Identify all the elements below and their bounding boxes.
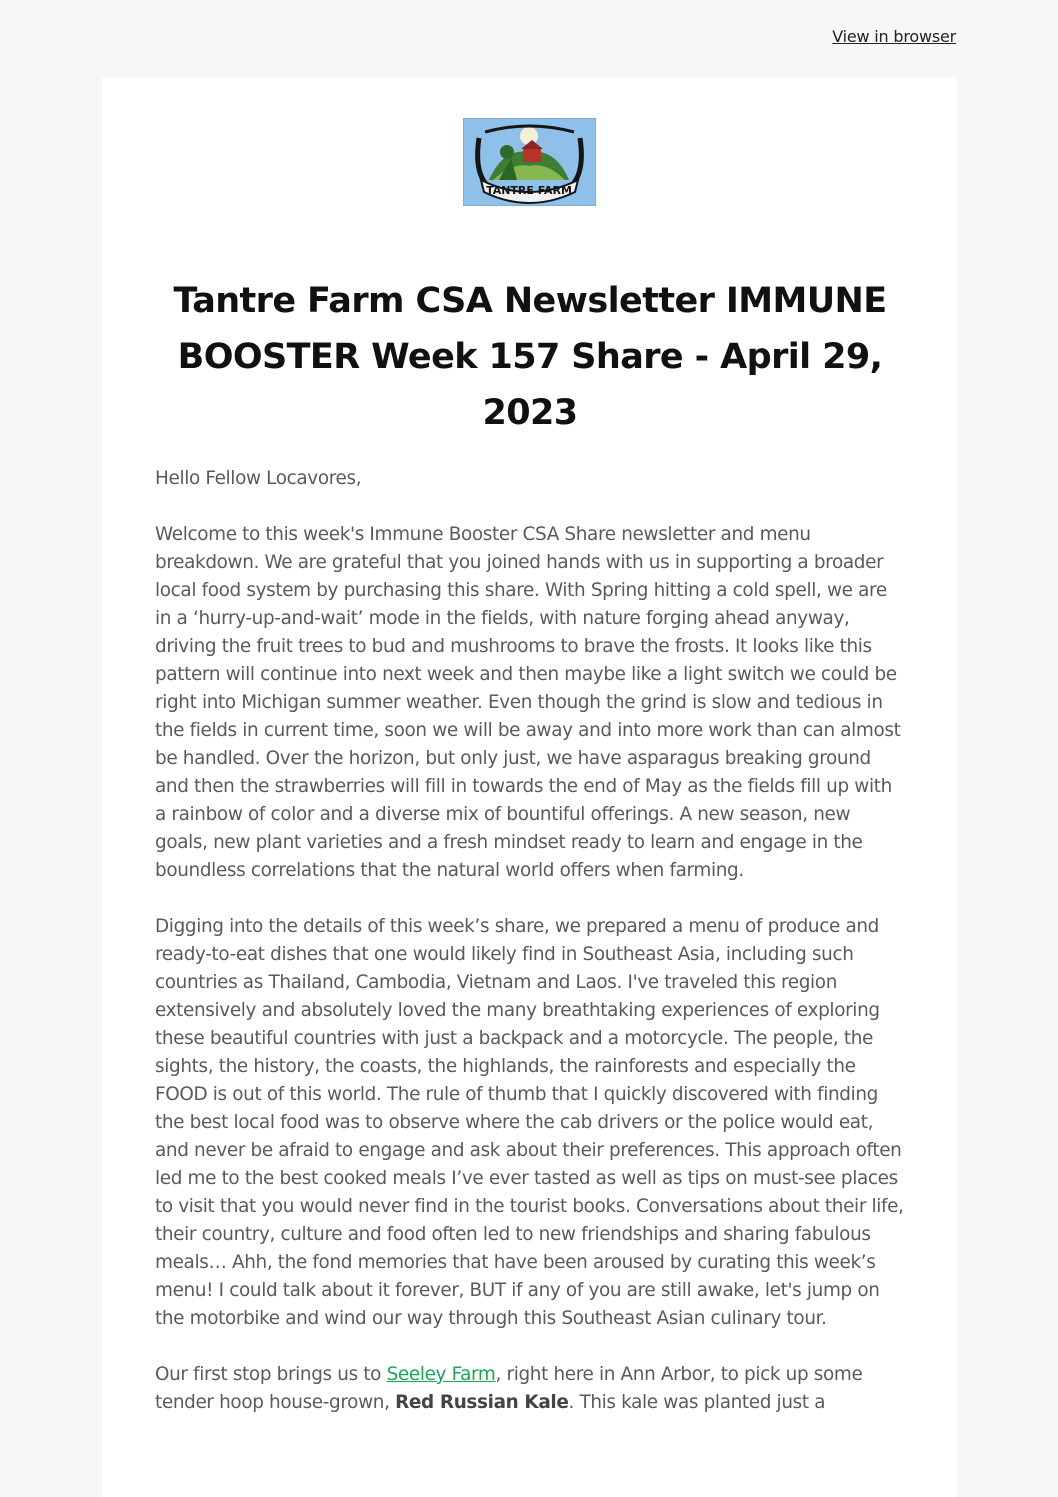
red-russian-kale: Red Russian Kale bbox=[395, 1392, 569, 1413]
tantre-farm-logo bbox=[463, 118, 596, 206]
view-in-browser-link[interactable]: View in browser bbox=[832, 27, 956, 46]
paragraph-intro: Welcome to this week's Immune Booster CSA Share newsletter and menu breakdown. We are grateful that you joined hands with us in supporting a broader local food system by purchasing this share. With Spring hitting a cold spell, we are in a ‘hurry-up-and-wait’ mode in the fields, with nature forging ahead anyway, driving the fruit trees to bud and mushrooms to brave the frosts. It looks like this pattern will continue into next week and then maybe like a light switch we could be right into Michigan summer weather. Even though the grind is slow and tedious in the fields in current time, soon we will be away and into more work than can almost be handled. Over the horizon, but only just, we have asparagus breaking ground and then the strawberries will fill in towards the end of May as the fields fill up with a rainbow of color and a diverse mix of bountiful offerings. A new season, new goals, new plant varieties and a fresh mindset ready to learn and engage in the boundless correlations that the natural world offers when farming. bbox=[155, 524, 901, 881]
newsletter-title: Tantre Farm CSA Newsletter IMMUNE BOOSTER Week 157 Share - April 29, 2023 bbox=[173, 281, 887, 433]
newsletter-card bbox=[102, 77, 957, 1497]
top-bar bbox=[0, 0, 1058, 77]
paragraph-first-stop bbox=[155, 1361, 907, 1417]
paragraph-menu: Digging into the details of this week’s share, we prepared a menu of produce and ready-to-eat dishes that one would likely find in Southeast Asia, including such countries as Thailand, Cambodia, Vietnam and Laos. I've traveled this region extensively and absolutely loved the many breathtaking experiences of exploring these beautiful countries with just a backpack and a motorcycle. The people, the sights, the history, the coasts, the highlands, the rainforests and especially the FOOD is out of this world. The rule of thumb that I quickly discovered with finding the best local food was to observe where the cab drivers or the police would eat, and never be afraid to engage and ask about their preferences. This approach often led me to the best cooked meals I’ve ever tasted as well as tips on must-see places to visit that you would never find in the tourist books. Conversations about their life, their country, culture and food often led to new friendships and sharing fabulous meals… Ahh, the fond memories that have been aroused by curating this week’s menu! I could talk about it forever, BUT if any of you are still awake, let's jump on the motorbike and wind our way through this Southeast Asian culinary tour. bbox=[155, 916, 904, 1329]
logo-text: TANTRE FARM bbox=[486, 184, 572, 197]
text-before-link: Our first stop brings us to bbox=[155, 1364, 387, 1385]
text-after-link: , right here in Ann Arbor, to pick up some tender hoop house-grown, bbox=[155, 1364, 863, 1413]
newsletter-body bbox=[155, 465, 907, 1445]
greeting: Hello Fellow Locavores, bbox=[155, 468, 362, 489]
text-after-bold: . This kale was planted just a bbox=[568, 1392, 826, 1413]
seeley-farm-link[interactable]: Seeley Farm bbox=[386, 1364, 496, 1385]
